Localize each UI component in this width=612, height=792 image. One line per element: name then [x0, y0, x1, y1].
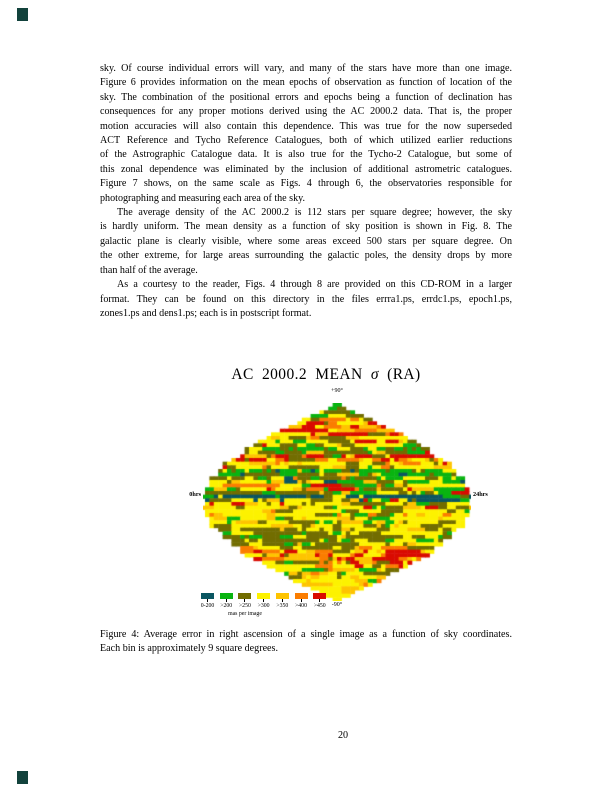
page-number: 20 — [337, 730, 349, 741]
legend-label: >350 — [276, 603, 289, 609]
text-line: of the Astrographic Catalogue data. It is also true for the Tycho-2 Catalogue, but some of — [100, 149, 512, 161]
legend-tick — [226, 599, 227, 602]
corner-mark-bottom — [17, 771, 28, 784]
text-line: than half of the average. — [100, 264, 198, 276]
ra-label-left: 0hrs — [189, 491, 201, 498]
text-line: zones1.ps and dens1.ps; each is in postscript format. — [100, 307, 312, 319]
legend-label: >400 — [295, 603, 307, 609]
legend-tick — [282, 599, 283, 602]
caption-line: Figure 4: Average error in right ascension of a single image as a function of sky coordinates. — [100, 629, 512, 640]
dec-label-bottom: -90° — [331, 602, 343, 608]
dec-label-top: +90° — [331, 388, 343, 394]
legend-tick — [319, 599, 320, 602]
paragraph — [100, 278, 512, 321]
corner-mark-top — [17, 8, 28, 21]
text-line: The average density of the AC 2000.2 is 112 stars per square degree; however, the sky — [117, 207, 512, 219]
figure-caption — [100, 628, 512, 657]
paragraph — [100, 62, 512, 206]
figure-title-suffix: (RA) — [378, 366, 421, 383]
legend-tick — [244, 599, 245, 602]
legend-unit-label: mas per image — [228, 611, 262, 617]
text-line: As a courtesy to the reader, Figs. 4 through 8 are provided on this CD-ROM in a larger — [117, 279, 512, 291]
body-text — [100, 62, 512, 321]
legend-label: >450 — [313, 603, 326, 609]
text-line: photographing and measuring each area of the sky. — [100, 192, 306, 204]
text-line: is hardly uniform. The mean density as a function of sky position is shown in Fig. 8. The — [100, 221, 512, 233]
legend-tick — [301, 599, 302, 602]
text-line: this zonal dependence was eliminated by the inclusion of additional astrometric catalogues. — [100, 163, 512, 175]
caption-line: Each bin is approximately 9 square degrees. — [100, 643, 278, 655]
text-line: consequences for any proper motions derived using the AC 2000.2 data. That is, the proper — [100, 106, 512, 118]
text-line: Figure 6 provides information on the mean epochs of observation as function of location of the — [100, 77, 512, 89]
paragraph — [100, 206, 512, 278]
text-line: motion accuracies will also contain this dependence. This was true for the now superseded — [100, 120, 512, 132]
text-line: format. They can be found on this directory in the files errra1.ps, errdc1.ps, epoch1.ps, — [100, 293, 512, 305]
legend-label: >250 — [238, 603, 251, 609]
legend-label: >200 — [220, 603, 233, 609]
text-line: galactic plane is clearly visible, where some areas exceed 500 stars per square degree. On — [100, 235, 512, 247]
text-line: Figure 7 shows, on the same scale as Figs. 4 through 6, the observatories responsible for — [100, 178, 512, 190]
text-line: ACT Reference and Tycho Reference Catalogues, both of which utilized earlier reductions — [100, 135, 512, 147]
ra-label-right: 24hrs — [473, 491, 488, 498]
figure-title — [100, 366, 552, 384]
figure-title-prefix: AC 2000.2 MEAN — [231, 366, 371, 383]
legend-label: 0-200 — [200, 603, 215, 609]
legend-tick — [207, 599, 208, 602]
sigma-symbol: σ — [370, 366, 379, 383]
text-line: sky. Of course individual errors will vary, and many of the stars have more than one image. — [100, 63, 512, 74]
text-line: the other extreme, for large areas surrounding the galactic poles, the density drops by more — [100, 250, 512, 262]
legend-label: >300 — [257, 603, 270, 609]
sky-map-canvas — [203, 403, 471, 601]
legend-tick — [263, 599, 264, 602]
text-line: sky. The combination of the positional errors and epochs being a function of declination has — [100, 91, 512, 103]
